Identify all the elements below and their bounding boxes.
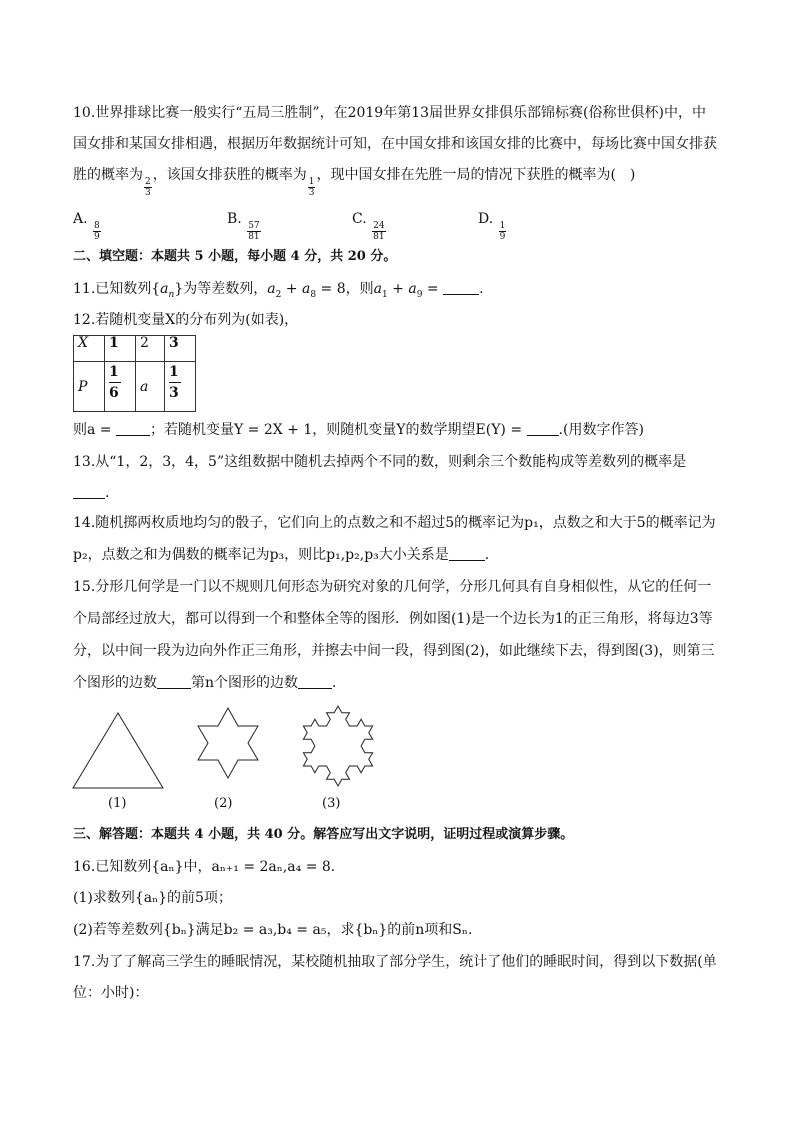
figure-2-label: (2) [214, 796, 233, 811]
table-cell: 1 3 [165, 362, 196, 412]
q13-line-2: . [73, 486, 109, 500]
figure-3-koch-snowflake [303, 706, 372, 786]
q10-option-d[interactable]: D. $\frac{1}{9}$ [478, 211, 506, 242]
table-cell: 2 [136, 336, 165, 362]
table-cell: 1 [105, 336, 136, 362]
q12-question: 则a = ；若随机变量Y = 2X + 1，则随机变量Y的数学期望E(Y) = .(用数字作答) [73, 422, 644, 438]
q15-answer-blank-1[interactable] [157, 676, 191, 689]
table-cell: 1 6 [105, 362, 136, 412]
distribution-table [73, 335, 196, 412]
q12-intro: 12.若随机变量X的分布列为(如表)， [73, 312, 299, 328]
q11: 11.已知数列$\{a_n\}$为等差数列，$a_2 + a_8 = 8$，则$a_1 + a_9$ = . [73, 281, 484, 300]
table-cell: X [74, 336, 105, 362]
q13-answer-blank[interactable] [73, 486, 105, 499]
q10-fraction-q: $\frac{1}{3}$ [308, 177, 315, 198]
q14-line-1: 14.随机掷两枚质地均匀的骰子，它们向上的点数之和不超过5的概率记为p₁，点数之和大于5的概率记为 [73, 515, 716, 531]
section-2-heading: 二、填空题：本题共 5 小题，每小题 4 分，共 20 分。 [73, 249, 397, 264]
q10-line-3 [73, 168, 635, 198]
q14-line-2: p₂，点数之和为偶数的概率记为p₃，则比p₁,p₂,p₃大小关系是 . [73, 547, 490, 563]
q12-answer-blank-ey[interactable] [527, 423, 559, 436]
q15-answer-blank-2[interactable] [298, 676, 332, 689]
q10-text-a: 胜的概率为 [73, 167, 143, 183]
q16-line-3: (2)若等差数列{bₙ}满足b₂ = a₃,b₄ = a₅，求{bₙ}的前n项和Sₙ. [73, 922, 473, 938]
table-cell: a [136, 362, 165, 412]
q10-option-b[interactable]: B. $\frac{57}{81}$ [227, 211, 260, 242]
table-cell: 3 [165, 336, 196, 362]
q10-option-c[interactable]: C. $\frac{24}{81}$ [352, 211, 385, 242]
figure-2-star [198, 708, 258, 778]
q15-line-1: 15.分形几何学是一门以不规则几何形态为研究对象的几何学，分形几何具有自身相似性，从它的任何一 [73, 579, 712, 595]
q10-option-a[interactable]: A. $\frac{8}{9}$ [73, 211, 100, 242]
q10-text-b: ，该国女排获胜的概率为 [152, 167, 307, 183]
figure-1-label: (1) [108, 796, 127, 811]
q15-line-4: 个图形的边数 第n个图形的边数 ． [73, 675, 347, 691]
figure-3-label: (3) [322, 796, 341, 811]
q17-line-2: 位：小时)： [73, 985, 149, 1001]
q17-line-1: 17.为了了解高三学生的睡眠情况，某校随机抽取了部分学生，统计了他们的睡眠时间，得到以下数据(单 [73, 954, 717, 970]
q15-line-2: 个局部经过放大，都可以得到一个和整体全等的图形．例如图(1)是一个边长为1的正三角形，将每边3等 [73, 611, 713, 627]
q11-answer-blank[interactable] [443, 282, 479, 295]
q12-answer-blank-a[interactable] [116, 423, 150, 436]
q16-line-1: 16.已知数列{aₙ}中，aₙ₊₁ = 2aₙ,a₄ = 8． [73, 859, 345, 875]
section-3-heading: 三、解答题：本题共 4 小题，共 40 分。解答应写出文字说明，证明过程或演算步骤。 [73, 827, 574, 842]
q13-line-1: 13.从“1，2，3，4，5”这组数据中随机去掉两个不同的数，则剩余三个数能构成等差数列的概率是 [73, 454, 687, 470]
q10-text-c: ，现中国女排在先胜一局的情况下获胜的概率为( ) [316, 167, 636, 183]
q15-line-3: 分，以中间一段为边向外作正三角形，并擦去中间一段，得到图(2)，如此继续下去，得到图(3)，则第三 [73, 643, 715, 659]
table-cell: P [74, 362, 105, 412]
q10-line-2: 国女排和某国女排相遇，根据历年数据统计可知，在中国女排和该国女排的比赛中，每场比赛中国女排获 [73, 136, 717, 152]
figure-1-triangle [73, 713, 163, 788]
q16-line-2: (1)求数列{aₙ}的前5项； [73, 890, 232, 906]
q10-fraction-p: $\frac{2}{3}$ [145, 177, 151, 198]
q14-answer-blank[interactable] [449, 548, 485, 561]
q10-line-1: 10.世界排球比赛一般实行“五局三胜制”，在2019年第13届世界女排俱乐部锦标赛(俗称世俱杯)中，中 [73, 105, 706, 121]
fractal-figures [60, 700, 390, 800]
